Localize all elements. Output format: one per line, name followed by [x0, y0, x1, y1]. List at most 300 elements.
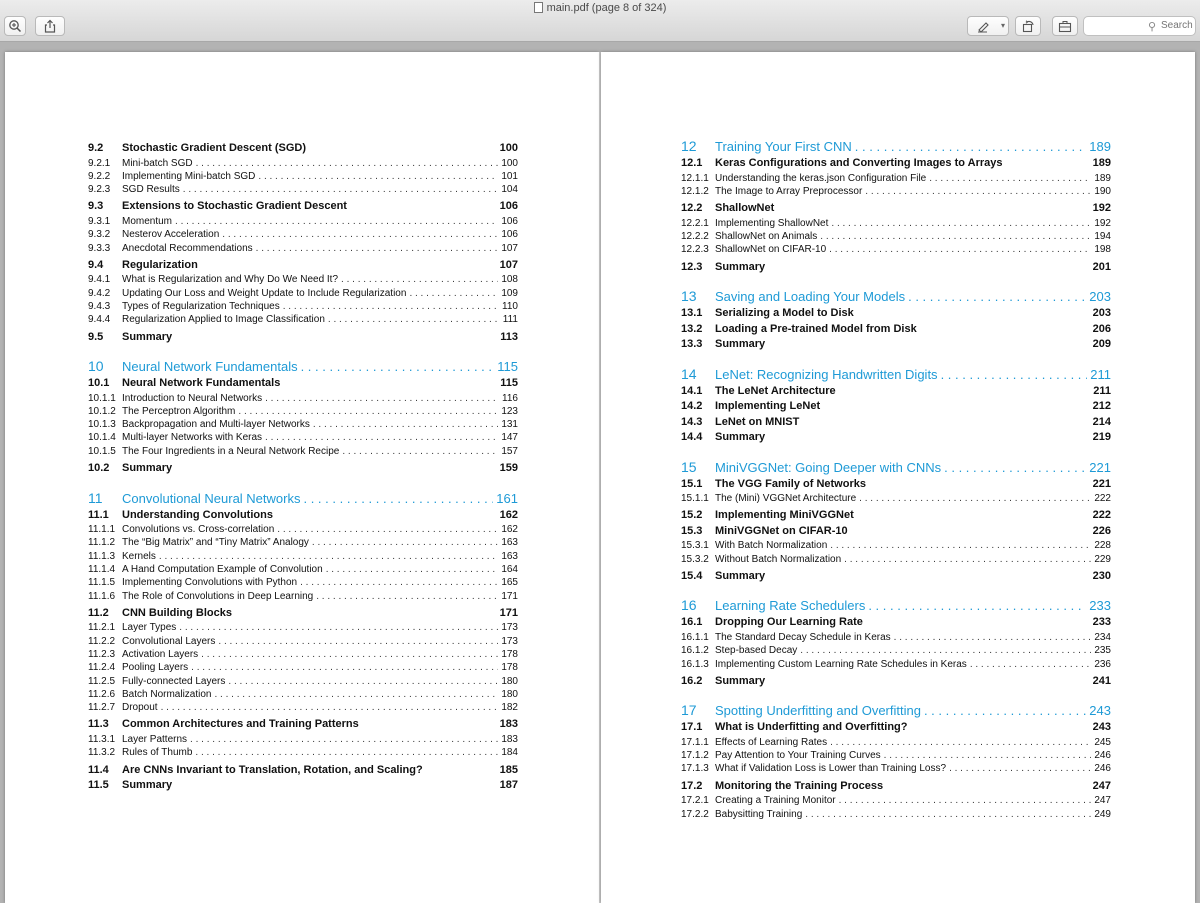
toc-subsection-entry[interactable]	[88, 419, 518, 430]
toc-entry-number: 9.4.4	[88, 314, 111, 326]
toc-entry-number: 11.3.1	[88, 733, 116, 745]
toc-entry-title: Nesterov Acceleration	[122, 229, 220, 241]
toc-section-entry[interactable]	[681, 570, 1111, 582]
share-button[interactable]	[35, 16, 65, 36]
toc-leader-dots	[908, 289, 1086, 304]
search-icon: ⚲	[1148, 21, 1157, 33]
toc-chapter-entry[interactable]	[681, 597, 1111, 613]
zoom-in-button[interactable]	[4, 16, 26, 36]
toc-subsection-entry[interactable]	[88, 229, 518, 240]
toc-subsection-entry[interactable]	[88, 591, 518, 602]
toc-subsection-entry[interactable]	[88, 274, 518, 285]
toc-entry-title: Implementing Custom Learning Rate Schedules in Keras	[715, 658, 967, 670]
toc-entry-title: Mini-batch SGD	[122, 157, 193, 169]
toc-leader-dots	[161, 702, 499, 713]
toc-section-entry[interactable]	[88, 607, 518, 619]
toc-entry-page: 222	[1094, 493, 1111, 504]
toc-entry-number: 17.2.1	[681, 795, 709, 807]
toc-leader-dots	[183, 184, 499, 195]
toc-entry-title: Batch Normalization	[122, 688, 212, 700]
toc-entry-page: 234	[1094, 631, 1111, 643]
toc-entry-page: 245	[1094, 736, 1111, 748]
toc-entry-title: Neural Network Fundamentals	[122, 359, 298, 374]
toc-entry-number: 9.2.3	[88, 184, 111, 196]
toc-chapter-entry[interactable]	[681, 459, 1111, 475]
toc-entry-title: Rules of Thumb	[122, 747, 193, 759]
toc-subsection-entry[interactable]	[88, 314, 518, 325]
toc-entry-title: Implementing Mini-batch SGD	[122, 170, 256, 182]
toc-entry-page: 171	[501, 590, 518, 602]
toc-entry-title: Activation Layers	[122, 648, 199, 660]
toc-entry-number: 16	[681, 597, 697, 614]
toc-leader-dots	[258, 171, 498, 182]
toc-section-entry[interactable]	[681, 157, 1111, 169]
toc-entry-page: 106	[499, 200, 518, 213]
pen-icon	[976, 19, 992, 33]
toc-entry-page: 214	[1092, 415, 1111, 428]
toc-leader-dots	[941, 367, 1088, 382]
toc-leader-dots	[949, 763, 1091, 774]
toc-subsection-entry[interactable]	[88, 676, 518, 687]
toc-entry-number: 11.1	[88, 508, 109, 521]
toc-entry-title: Implementing Convolutions with Python	[122, 577, 298, 589]
toc-section-entry[interactable]	[681, 307, 1111, 319]
toc-entry-page: 247	[1092, 779, 1111, 792]
pdf-page-right	[601, 52, 1195, 903]
toc-entry-title: The (Mini) VGGNet Architecture	[715, 493, 857, 504]
toc-leader-dots	[256, 243, 499, 254]
toc-entry-number: 13.3	[681, 338, 703, 350]
toc-entry-number: 12.1.2	[681, 185, 709, 197]
toc-entry-page: 180	[501, 688, 518, 700]
search-input[interactable]	[1161, 20, 1195, 31]
toc-entry-number: 11.3.2	[88, 747, 116, 759]
toc-section-entry[interactable]	[681, 525, 1111, 537]
toc-entry-page: 189	[1089, 139, 1111, 154]
toc-entry-page: 110	[502, 300, 518, 312]
toc-entry-page: 108	[501, 274, 518, 286]
toc-entry-number: 11.2.7	[88, 702, 116, 714]
toc-entry-page: 203	[1092, 307, 1111, 319]
toc-section-entry[interactable]	[681, 721, 1111, 733]
toc-subsection-entry[interactable]	[88, 524, 518, 535]
toc-entry-title: SGD Results	[122, 184, 180, 196]
toc-entry-number: 13.2	[681, 322, 703, 335]
toc-leader-dots	[159, 551, 498, 562]
toc-entry-page: 101	[501, 170, 518, 182]
toc-subsection-entry[interactable]	[88, 288, 518, 299]
toc-chapter-entry[interactable]	[681, 138, 1111, 154]
toc-leader-dots	[820, 231, 1091, 242]
toc-section-entry[interactable]	[88, 764, 518, 776]
rotate-button[interactable]	[1015, 16, 1041, 36]
toc-entry-title: The Perceptron Algorithm	[122, 405, 236, 417]
toc-entry-number: 10.2	[88, 462, 110, 474]
toc-entry-number: 11.1.4	[88, 563, 116, 575]
toc-entry-page: 209	[1092, 338, 1111, 350]
toc-leader-dots	[970, 659, 1092, 670]
document-viewer[interactable]	[0, 43, 1200, 903]
toc-subsection-entry[interactable]	[88, 243, 518, 254]
toc-entry-title: Momentum	[122, 215, 173, 227]
chevron-down-icon: ▾	[1000, 21, 1005, 30]
toc-leader-dots	[328, 314, 500, 325]
toc-entry-page: 109	[501, 287, 518, 299]
toc-entry-title: Summary	[122, 330, 173, 343]
toc-entry-title: Neural Network Fundamentals	[122, 377, 281, 389]
toc-entry-page: 190	[1094, 185, 1111, 197]
toc-subsection-entry[interactable]	[88, 564, 518, 575]
toc-chapter-entry[interactable]	[681, 366, 1111, 382]
toc-leader-dots	[303, 491, 493, 506]
toc-entry-title: Fully-connected Layers	[122, 675, 226, 687]
toc-entry-number: 9.5	[88, 330, 104, 343]
document-icon	[534, 2, 543, 13]
toc-entry-number: 9.3.3	[88, 242, 111, 254]
toc-subsection-entry[interactable]	[88, 171, 518, 182]
toc-entry-title: Types of Regularization Techniques	[122, 300, 280, 312]
toc-section-entry[interactable]	[681, 385, 1111, 397]
toc-leader-dots	[409, 288, 498, 299]
window-title	[0, 2, 1200, 14]
toc-section-entry[interactable]	[681, 675, 1111, 687]
toc-entry-number: 9.2.2	[88, 170, 111, 182]
toc-entry-number: 17.2	[681, 779, 703, 792]
toc-entry-page: 100	[499, 142, 518, 154]
toc-leader-dots	[829, 244, 1091, 255]
toc-leader-dots	[175, 216, 498, 227]
toolbox-button[interactable]	[1052, 16, 1078, 36]
toc-entry-number: 15.1.1	[681, 493, 709, 504]
toc-entry-number: 10	[88, 358, 104, 374]
toc-leader-dots	[831, 218, 1091, 229]
toc-entry-page: 235	[1094, 645, 1111, 657]
toc-entry-title: Introduction to Neural Networks	[122, 392, 263, 404]
toc-entry-page: 211	[1093, 384, 1111, 397]
toc-entry-page: 212	[1092, 400, 1111, 412]
toc-leader-dots	[222, 229, 498, 240]
toc-entry-page: 246	[1094, 763, 1111, 775]
toc-entry-page: 173	[501, 622, 518, 634]
toc-entry-title: CNN Building Blocks	[122, 606, 233, 619]
toc-leader-dots	[277, 524, 498, 535]
toc-entry-title: Summary	[715, 338, 766, 350]
toc-entry-title: Dropout	[122, 702, 158, 714]
toc-section-entry[interactable]	[88, 377, 518, 389]
toc-entry-title: ShallowNet	[715, 202, 775, 215]
toc-section-entry[interactable]	[88, 509, 518, 521]
toc-entry-number: 15.3.2	[681, 553, 709, 565]
toc-chapter-entry[interactable]	[681, 702, 1111, 718]
toc-entry-number: 17.2.2	[681, 808, 709, 820]
toc-leader-dots	[214, 689, 498, 700]
toc-leader-dots	[342, 446, 498, 457]
toc-leader-dots	[868, 598, 1086, 613]
toc-entry-title: Creating a Training Monitor	[715, 795, 836, 807]
toc-entry-title: Serializing a Model to Disk	[715, 307, 854, 319]
toc-subsection-entry[interactable]	[88, 537, 518, 548]
toc-entry-title: Layer Patterns	[122, 733, 188, 745]
toc-subsection-entry[interactable]	[88, 216, 518, 227]
toc-entry-page: 163	[501, 537, 518, 549]
toc-section-entry[interactable]	[88, 779, 518, 791]
toc-entry-title: Stochastic Gradient Descent (SGD)	[122, 142, 306, 154]
toc-leader-dots	[301, 359, 495, 374]
toc-leader-dots	[944, 460, 1086, 475]
toc-entry-page: 247	[1094, 795, 1111, 807]
toc-entry-title: The Four Ingredients in a Neural Network Recipe	[122, 445, 340, 457]
toc-section-entry[interactable]	[681, 416, 1111, 428]
toc-entry-number: 10.1.4	[88, 432, 116, 444]
toc-section-entry[interactable]	[681, 400, 1111, 412]
toc-entry-number: 9.2.1	[88, 157, 111, 169]
toc-entry-number: 12.2.2	[681, 230, 709, 242]
toc-entry-title: LeNet on MNIST	[715, 415, 800, 428]
toc-subsection-entry[interactable]	[88, 158, 518, 169]
toc-entry-number: 15.1	[681, 477, 703, 490]
toc-entry-number: 11.2.4	[88, 662, 116, 674]
toc-subsection-entry[interactable]	[88, 406, 518, 417]
toc-leader-dots	[865, 186, 1091, 197]
toc-subsection-entry[interactable]	[681, 554, 1111, 565]
toc-leader-dots	[195, 747, 498, 758]
toc-entry-title: What if Validation Loss is Lower than Training Loss?	[715, 763, 947, 775]
toc-section-entry[interactable]	[681, 202, 1111, 214]
toc-entry-title: Understanding the keras.json Configuration File	[715, 172, 927, 184]
toc-leader-dots	[884, 750, 1092, 761]
toc-subsection-entry[interactable]	[88, 393, 518, 404]
markup-button[interactable]	[967, 16, 1009, 36]
toc-entry-number: 14	[681, 365, 697, 382]
toc-entry-page: 243	[1089, 703, 1111, 719]
toc-entry-page: 107	[501, 242, 518, 254]
toc-entry-title: Extensions to Stochastic Gradient Descent	[122, 200, 347, 213]
toc-subsection-entry[interactable]	[88, 622, 518, 633]
toc-subsection-entry[interactable]	[88, 301, 518, 312]
toc-section-entry[interactable]	[88, 259, 518, 271]
toc-entry-title: With Batch Normalization	[715, 540, 828, 552]
toc-entry-number: 15.2	[681, 509, 703, 522]
toc-section-entry[interactable]	[681, 478, 1111, 490]
toc-subsection-entry[interactable]	[88, 432, 518, 443]
toc-subsection-entry[interactable]	[681, 737, 1111, 748]
toc-chapter-entry[interactable]	[681, 288, 1111, 304]
toc-entry-page: 162	[499, 508, 518, 521]
toc-subsection-entry[interactable]	[681, 750, 1111, 761]
toc-section-entry[interactable]	[88, 718, 518, 730]
toc-leader-dots	[313, 419, 498, 430]
toc-entry-number: 9.3.1	[88, 215, 111, 227]
toc-entry-title: Regularization	[122, 258, 198, 271]
toc-subsection-entry[interactable]	[88, 649, 518, 660]
toc-entry-title: The “Big Matrix” and “Tiny Matrix” Analogy	[122, 537, 309, 549]
toc-entry-number: 11.3	[88, 718, 109, 731]
toc-leader-dots	[341, 274, 498, 285]
toc-subsection-entry[interactable]	[88, 689, 518, 700]
toc-subsection-entry[interactable]	[681, 493, 1111, 504]
toc-leader-dots	[201, 649, 498, 660]
toc-entry-number: 11.1.1	[88, 524, 116, 535]
toc-entry-title: Anecdotal Recommendations	[122, 242, 253, 254]
toc-section-entry[interactable]	[88, 462, 518, 474]
toc-section-entry[interactable]	[681, 509, 1111, 521]
toc-entry-title: Pay Attention to Your Training Curves	[715, 750, 881, 762]
toc-entry-page: 194	[1094, 230, 1111, 242]
toc-entry-page: 131	[501, 419, 518, 431]
toc-entry-page: 104	[501, 184, 518, 196]
toc-entry-page: 178	[501, 648, 518, 660]
toc-subsection-entry[interactable]	[681, 763, 1111, 774]
toc-entry-page: 161	[496, 490, 518, 506]
toc-entry-number: 9.4.2	[88, 287, 111, 299]
toc-subsection-entry[interactable]	[681, 632, 1111, 643]
toc-chapter-entry[interactable]	[88, 490, 518, 506]
toc-subsection-entry[interactable]	[681, 186, 1111, 197]
toc-entry-title: Babysitting Training	[715, 808, 803, 820]
toc-leader-dots	[228, 676, 498, 687]
toc-entry-number: 9.4.3	[88, 300, 111, 312]
toc-entry-title: What is Underfitting and Overfitting?	[715, 721, 908, 734]
toc-entry-number: 15.3.1	[681, 540, 709, 552]
toc-leader-dots	[265, 432, 498, 443]
toc-leader-dots	[805, 809, 1091, 820]
toc-entry-title: Convolutional Layers	[122, 635, 216, 647]
toc-entry-title: LeNet: Recognizing Handwritten Digits	[715, 366, 938, 382]
toc-entry-number: 10.1.5	[88, 445, 116, 457]
toc-entry-title: Summary	[715, 431, 766, 443]
toc-entry-number: 11.5	[88, 779, 109, 791]
zoom-in-icon	[8, 19, 22, 33]
toc-section-entry[interactable]	[681, 780, 1111, 792]
toc-entry-number: 15.3	[681, 524, 703, 537]
toc-entry-page: 162	[501, 524, 518, 535]
toc-subsection-entry[interactable]	[88, 636, 518, 647]
toc-entry-number: 11.1.6	[88, 590, 116, 602]
toc-subsection-entry[interactable]	[681, 795, 1111, 806]
toc-section-entry[interactable]	[681, 323, 1111, 335]
toc-leader-dots	[844, 554, 1091, 565]
toc-entry-page: 159	[499, 462, 518, 474]
toc-entry-page: 230	[1092, 569, 1111, 582]
toolbox-icon	[1058, 19, 1072, 33]
toc-section-entry[interactable]	[681, 616, 1111, 628]
toc-leader-dots	[190, 734, 498, 745]
toc-chapter-entry[interactable]	[88, 358, 518, 374]
toc-entry-page: 165	[501, 577, 518, 589]
toc-entry-page: 222	[1092, 509, 1111, 522]
toc-leader-dots	[830, 737, 1091, 748]
toc-subsection-entry[interactable]	[88, 734, 518, 745]
toc-entry-page: 192	[1094, 217, 1111, 229]
toc-entry-page: 147	[501, 432, 518, 444]
pdf-page-left	[5, 52, 599, 903]
toc-leader-dots	[929, 173, 1091, 184]
toc-entry-number: 12	[681, 138, 697, 154]
search-field[interactable]	[1083, 16, 1196, 36]
toc-entry-page: 115	[500, 377, 518, 389]
toc-entry-title: MiniVGGNet on CIFAR-10	[715, 524, 848, 537]
toc-entry-number: 14.1	[681, 384, 703, 397]
toc-entry-number: 9.2	[88, 142, 104, 154]
toc-entry-title: Kernels	[122, 550, 156, 562]
toc-subsection-entry[interactable]	[88, 577, 518, 588]
toc-entry-number: 13.1	[681, 307, 703, 319]
toc-entry-page: 187	[499, 779, 518, 791]
toc-entry-number: 11	[88, 489, 103, 506]
toc-leader-dots	[300, 577, 498, 588]
toc-entry-title: Updating Our Loss and Weight Update to Include Regularization	[122, 287, 407, 299]
toc-subsection-entry[interactable]	[88, 747, 518, 758]
toc-entry-page: 171	[499, 606, 518, 619]
toc-leader-dots	[316, 591, 498, 602]
toc-entry-number: 12.1	[681, 157, 703, 169]
toc-entry-number: 12.2	[681, 202, 703, 215]
toc-entry-number: 9.3	[88, 200, 104, 213]
toc-entry-title: Step-based Decay	[715, 645, 798, 657]
toc-section-entry[interactable]	[88, 331, 518, 343]
toc-entry-number: 15	[681, 458, 697, 475]
toc-entry-page: 206	[1092, 322, 1111, 335]
toc-subsection-entry[interactable]	[681, 809, 1111, 820]
toc-entry-page: 198	[1094, 244, 1111, 256]
toc-entry-title: Effects of Learning Rates	[715, 736, 828, 748]
toc-subsection-entry[interactable]	[88, 446, 518, 457]
toc-entry-page: 106	[501, 229, 518, 241]
toc-entry-title: Implementing MiniVGGNet	[715, 509, 854, 522]
toc-subsection-entry[interactable]	[681, 659, 1111, 670]
toc-section-entry[interactable]	[681, 431, 1111, 443]
toc-subsection-entry[interactable]	[681, 218, 1111, 229]
toc-entry-number: 9.3.2	[88, 229, 111, 241]
toc-subsection-entry[interactable]	[88, 184, 518, 195]
toc-entry-title: Implementing LeNet	[715, 400, 821, 412]
toc-section-entry[interactable]	[88, 200, 518, 212]
toc-entry-title: Backpropagation and Multi-layer Networks	[122, 419, 310, 431]
toc-entry-page: 219	[1092, 431, 1111, 443]
toc-subsection-entry[interactable]	[88, 551, 518, 562]
toc-entry-page: 164	[501, 563, 518, 575]
toc-leader-dots	[894, 632, 1092, 643]
toc-entry-title: ShallowNet on Animals	[715, 230, 818, 242]
toc-entry-number: 16.1.2	[681, 645, 709, 657]
toc-section-entry[interactable]	[681, 338, 1111, 350]
toc-entry-title: The LeNet Architecture	[715, 384, 836, 397]
toc-entry-number: 10.1	[88, 377, 110, 389]
toc-entry-title: Saving and Loading Your Models	[715, 289, 906, 304]
toc-entry-title: Are CNNs Invariant to Translation, Rotation, and Scaling?	[122, 763, 423, 776]
toc-subsection-entry[interactable]	[681, 645, 1111, 656]
toc-section-entry[interactable]	[681, 261, 1111, 273]
toc-subsection-entry[interactable]	[681, 231, 1111, 242]
toc-subsection-entry[interactable]	[88, 662, 518, 673]
toc-entry-title: Regularization Applied to Image Classification	[122, 314, 325, 326]
toc-subsection-entry[interactable]	[681, 540, 1111, 551]
toc-entry-number: 17	[681, 702, 697, 719]
toc-entry-title: Multi-layer Networks with Keras	[122, 432, 263, 444]
toc-section-entry[interactable]	[88, 142, 518, 154]
toc-entry-number: 10.1.3	[88, 419, 116, 431]
toc-entry-page: 192	[1092, 202, 1111, 215]
toc-subsection-entry[interactable]	[681, 244, 1111, 255]
toc-entry-page: 163	[501, 550, 518, 562]
toc-entry-title: Convolutions vs. Cross-correlation	[122, 524, 275, 535]
toc-entry-title: Summary	[715, 674, 766, 687]
toc-entry-page: 178	[501, 662, 518, 674]
toc-entry-title: Keras Configurations and Converting Images to Arrays	[715, 157, 1003, 169]
toc-subsection-entry[interactable]	[88, 702, 518, 713]
toc-subsection-entry[interactable]	[681, 173, 1111, 184]
toc-entry-title: Understanding Convolutions	[122, 508, 273, 521]
